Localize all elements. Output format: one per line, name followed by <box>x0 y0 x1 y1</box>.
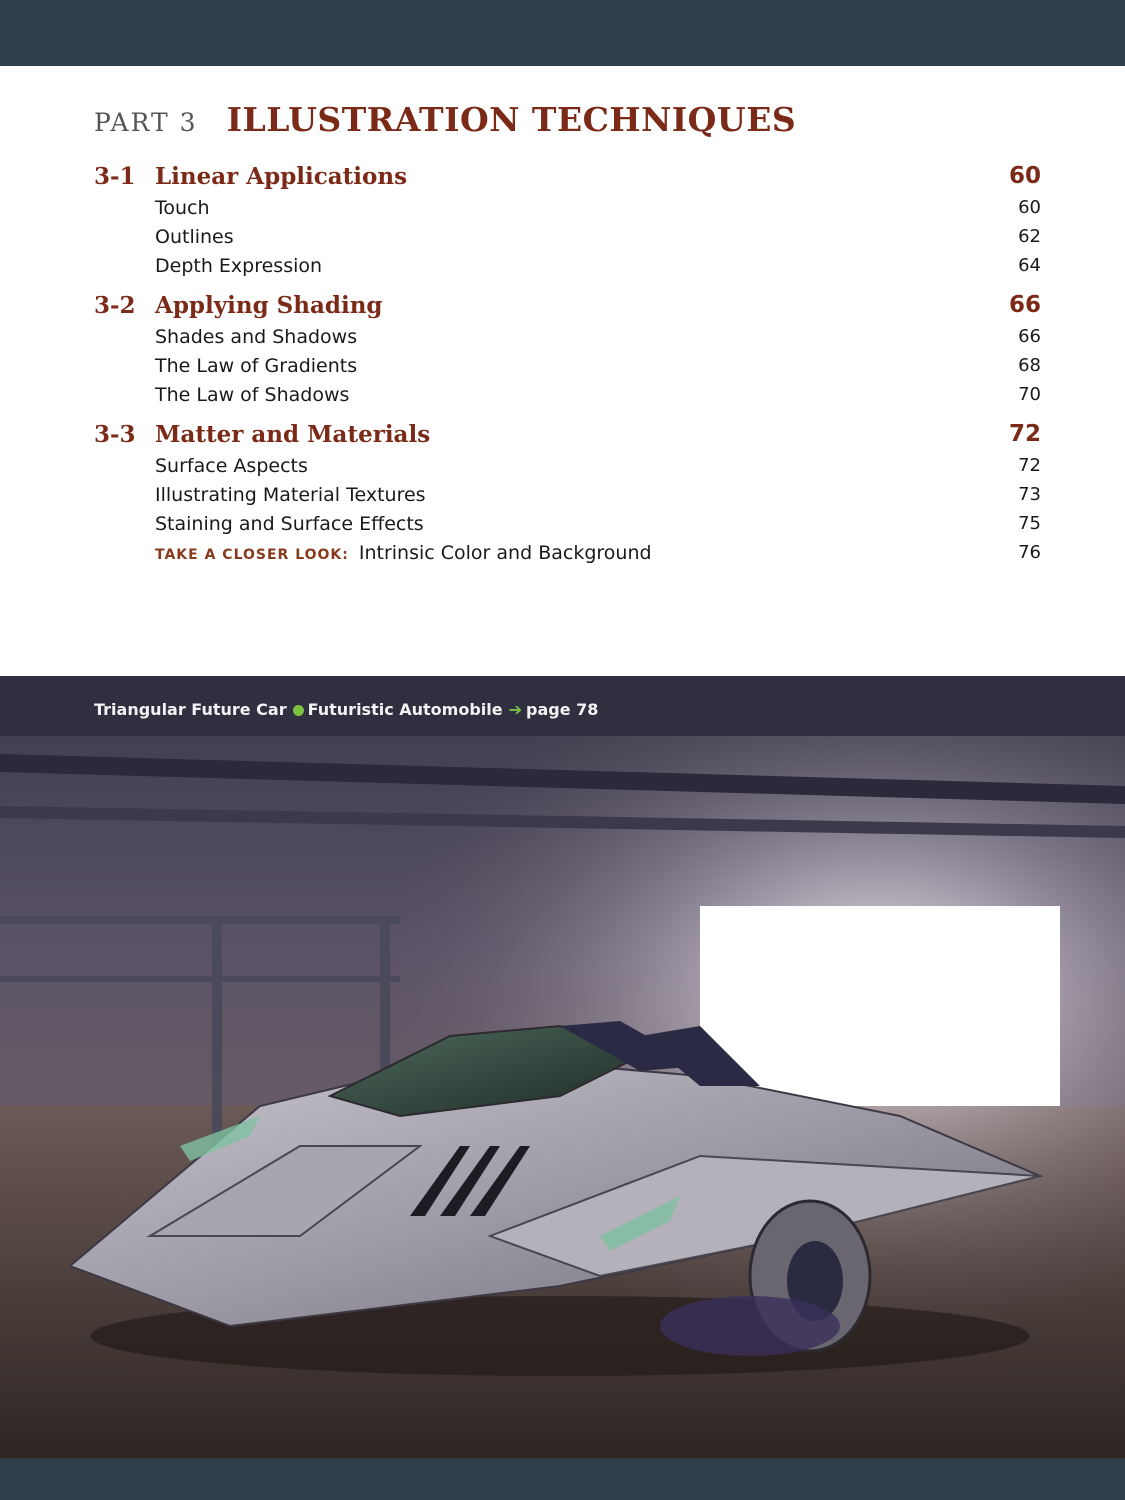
entry-page: 62 <box>1018 226 1041 247</box>
entry-page: 60 <box>1018 197 1041 218</box>
caption-category: Futuristic Automobile <box>307 700 503 719</box>
closer-look-tag: TAKE A CLOSER LOOK: <box>155 547 349 563</box>
green-dot-icon <box>293 705 304 716</box>
top-color-band <box>0 0 1125 66</box>
car-illustration <box>0 676 1125 1458</box>
toc-entry-closer-look[interactable] <box>0 542 1125 572</box>
entry-page: 68 <box>1018 355 1041 376</box>
part-heading <box>94 100 796 139</box>
section-title: Linear Applications <box>155 163 408 190</box>
toc-section-3-2[interactable] <box>0 292 1125 322</box>
entry-title: Shades and Shadows <box>155 326 358 348</box>
entry-title: Illustrating Material Textures <box>155 484 426 506</box>
section-page: 66 <box>1008 292 1041 318</box>
toc-section-3-1[interactable] <box>0 163 1125 193</box>
entry-title: Intrinsic Color and Background <box>358 542 652 564</box>
entry-page: 64 <box>1018 255 1041 276</box>
green-right-arrow-icon: ➔ <box>508 700 523 719</box>
section-title: Matter and Materials <box>155 421 431 448</box>
toc-entry[interactable] <box>0 355 1125 385</box>
section-number: 3-2 <box>94 292 136 319</box>
bottom-color-band <box>0 1458 1125 1500</box>
toc-entry[interactable] <box>0 226 1125 256</box>
section-page: 60 <box>1008 163 1041 189</box>
section-number: 3-1 <box>94 163 136 190</box>
entry-page: 76 <box>1018 542 1041 563</box>
section-number: 3-3 <box>94 421 136 448</box>
entry-title: Touch <box>155 197 210 219</box>
toc-entry[interactable] <box>0 455 1125 485</box>
entry-title-group <box>155 542 652 564</box>
toc-entry[interactable] <box>0 384 1125 414</box>
entry-page: 70 <box>1018 384 1041 405</box>
toc-entry[interactable] <box>0 326 1125 356</box>
toc-section-3-3[interactable] <box>0 421 1125 451</box>
entry-page: 73 <box>1018 484 1041 505</box>
part-label: PART 3 <box>94 108 198 137</box>
caption-subject: Triangular Future Car <box>94 700 287 719</box>
caption-page-ref[interactable]: page 78 <box>526 700 599 719</box>
toc-entry[interactable] <box>0 484 1125 514</box>
entry-page: 75 <box>1018 513 1041 534</box>
section-title: Applying Shading <box>155 292 383 319</box>
entry-title: The Law of Shadows <box>155 384 350 406</box>
toc-entry[interactable] <box>0 197 1125 227</box>
section-page: 72 <box>1008 421 1041 447</box>
entry-title: The Law of Gradients <box>155 355 358 377</box>
toc-entry[interactable] <box>0 513 1125 543</box>
illustration-caption <box>94 700 598 719</box>
entry-title: Staining and Surface Effects <box>155 513 424 535</box>
entry-page: 72 <box>1018 455 1041 476</box>
toc-entry[interactable] <box>0 255 1125 285</box>
entry-title: Surface Aspects <box>155 455 308 477</box>
entry-title: Depth Expression <box>155 255 323 277</box>
entry-page: 66 <box>1018 326 1041 347</box>
part-title: ILLUSTRATION TECHNIQUES <box>226 100 797 139</box>
entry-title: Outlines <box>155 226 234 248</box>
